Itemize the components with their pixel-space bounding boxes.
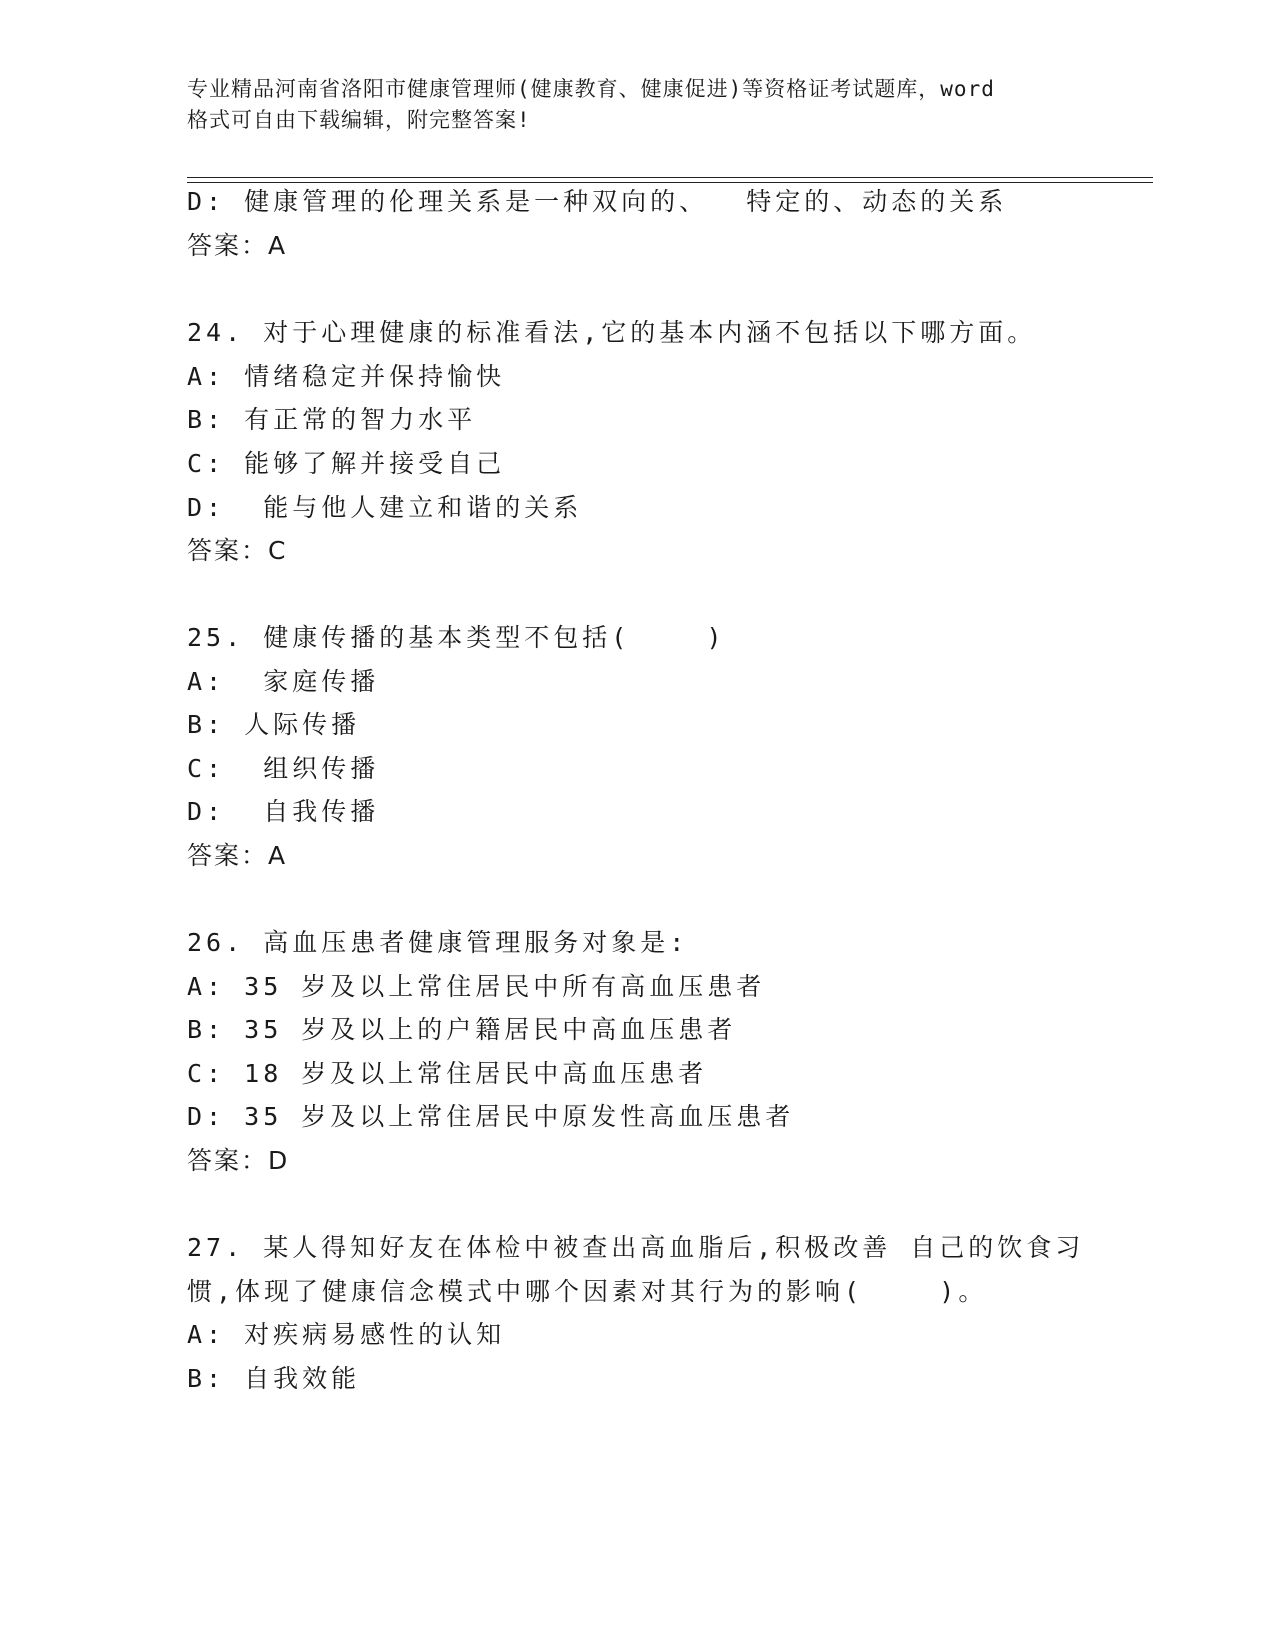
- q26-answer: 答案：D: [187, 1146, 290, 1175]
- q25-option-d: D: 自我传播: [187, 797, 380, 826]
- q24-option-d: D: 能与他人建立和谐的关系: [187, 493, 583, 522]
- q25-option-c: C: 组织传播: [187, 754, 380, 783]
- q26-option-b: B: 35 岁及以上的户籍居民中高血压患者: [187, 1015, 737, 1044]
- q24-question: 24. 对于心理健康的标准看法,它的基本内涵不包括以下哪方面。: [187, 318, 1037, 347]
- header-line-1: 专业精品河南省洛阳市健康管理师(健康教育、健康促进)等资格证考试题库，word: [187, 77, 995, 101]
- q24-answer: 答案：C: [187, 536, 288, 565]
- header-divider-top: [187, 177, 1153, 178]
- q25-option-b: B: 人际传播: [187, 710, 361, 739]
- header-divider-bottom: [187, 182, 1153, 183]
- q27-question-line-1: 27. 某人得知好友在体检中被查出高血脂后,积极改善 自己的饮食习: [187, 1233, 1085, 1262]
- q24-option-a: A: 情绪稳定并保持愉快: [187, 362, 506, 391]
- prev-answer: 答案：A: [187, 231, 288, 260]
- q27-option-a: A: 对疾病易感性的认知: [187, 1320, 506, 1349]
- q26-option-c: C: 18 岁及以上常住居民中高血压患者: [187, 1059, 708, 1088]
- q25-question: 25. 健康传播的基本类型不包括( ): [187, 623, 726, 652]
- q26-option-a: A: 35 岁及以上常住居民中所有高血压患者: [187, 972, 766, 1001]
- q27-option-b: B: 自我效能: [187, 1364, 361, 1393]
- prev-option-d: D: 健康管理的伦理关系是一种双向的、 特定的、动态的关系: [187, 187, 1008, 216]
- q26-question: 26. 高血压患者健康管理服务对象是:: [187, 928, 689, 957]
- q25-answer: 答案：A: [187, 841, 288, 870]
- q24-option-c: C: 能够了解并接受自己: [187, 449, 506, 478]
- q24-option-b: B: 有正常的智力水平: [187, 405, 477, 434]
- q27-question-line-2: 惯,体现了健康信念模式中哪个因素对其行为的影响( )。: [187, 1277, 988, 1306]
- q26-option-d: D: 35 岁及以上常住居民中原发性高血压患者: [187, 1102, 795, 1131]
- q25-option-a: A: 家庭传播: [187, 667, 380, 696]
- document-header: [187, 74, 1087, 136]
- header-line-2: 格式可自由下载编辑，附完整答案!: [187, 108, 531, 132]
